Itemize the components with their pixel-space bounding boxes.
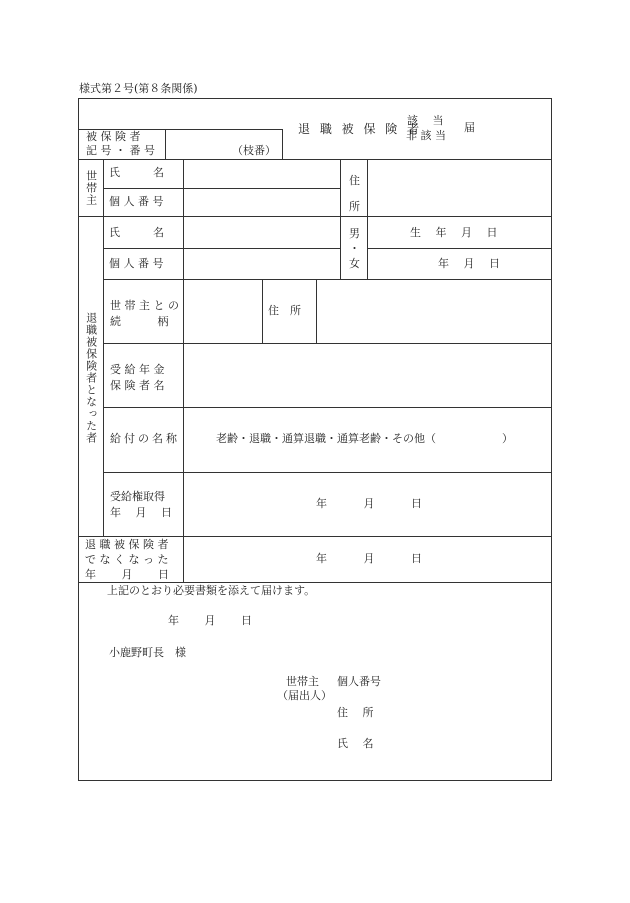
person-address-label: 住 所 [268,304,301,317]
submitter-id-label: 個人番号 [337,675,381,688]
head-address-label: 住 所 [349,174,360,213]
person-id-label: 個 人 番 号 [109,257,164,270]
submitter-name-label: 氏 名 [337,737,374,750]
benefit-name-label: 給付の名称 [110,432,180,445]
head-name-label: 氏 名 [109,166,164,179]
submitter-head-label: 世帯主 [286,675,319,688]
entitlement-date: 年 月 日 [316,497,422,510]
household-head-label: 世帯主 [84,170,98,206]
submitter-address-label: 住 所 [337,706,374,719]
ceased-label: 退 職 被 保 険 者 で な く な っ た 年 月 日 [85,538,169,581]
statement: 上記のとおり必要書類を添えて届けます。 [107,584,316,597]
sex-label: 男 ・ 女 [349,227,360,270]
person-name-label: 氏 名 [109,226,164,239]
benefit-options: 老齢・退職・通算退職・通算老齢・その他（ ） [216,432,513,445]
notification-label: 届 [464,121,475,134]
pensioner-label: 受 給 年 金 保 険 者 名 [110,363,165,392]
form-label: 様式第２号(第８条関係) [79,82,198,95]
submission-date: 年 月 日 [168,614,252,627]
ceased-date: 年 月 日 [316,552,422,565]
addressee: 小鹿野町長 様 [109,646,186,659]
birth-date-label: 生 年 月 日 [410,226,498,239]
relation-label: 世 帯 主 と の 続 柄 [110,299,179,328]
not-applicable-option: 非 該 当 [406,129,446,142]
submitter-paren-label: （届出人） [277,689,332,702]
retired-person-label: 退職被保険者となった者 [84,312,98,444]
insured-number-label: 被 保 険 者 記 号 ・ 番 号 [86,130,155,157]
birth-date-ymd: 年 月 日 [438,257,500,270]
branch-number-label: （枝番） [232,144,276,157]
applicable-option: 該 当 [407,114,444,127]
form-title: 退 職 被 保 険 者 [298,122,423,136]
entitlement-label: 受給権取得 年 月 日 [110,490,172,519]
head-id-label: 個 人 番 号 [109,195,164,208]
